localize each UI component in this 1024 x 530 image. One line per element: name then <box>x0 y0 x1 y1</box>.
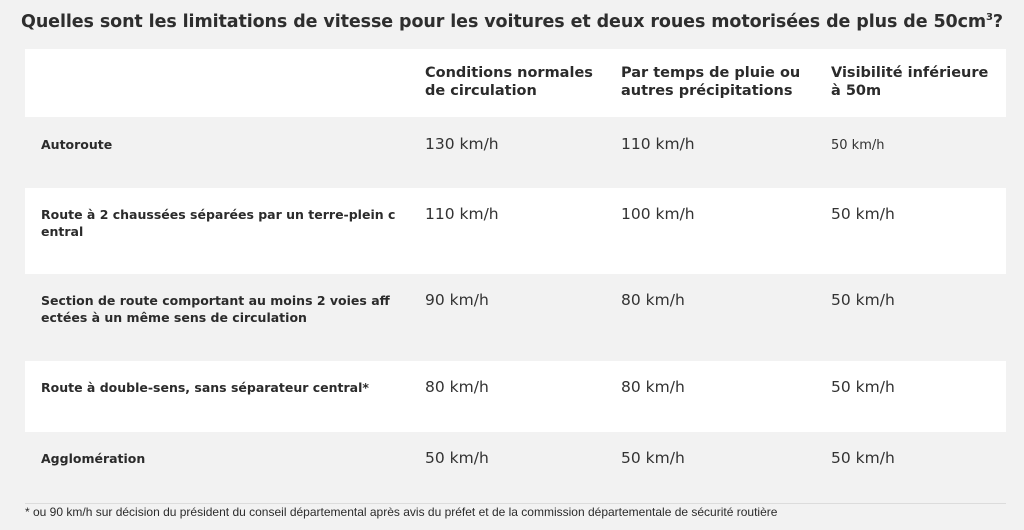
table-row <box>25 361 1006 432</box>
row-value-normal: 130 km/h <box>425 135 499 153</box>
row-value-rain: 80 km/h <box>621 378 685 396</box>
header-normal-conditions: Conditions normales de circulation <box>425 65 593 99</box>
row-label: Section de route comportant au moins 2 voies aff ectées à un même sens de circulation <box>41 293 390 325</box>
row-value-rain: 110 km/h <box>621 135 695 153</box>
row-value-normal: 80 km/h <box>425 378 489 396</box>
title-superscript: 3 <box>986 12 993 24</box>
row-label: Autoroute <box>41 137 113 152</box>
row-value-normal: 50 km/h <box>425 449 489 467</box>
row-value-normal: 110 km/h <box>425 205 499 223</box>
row-value-rain: 50 km/h <box>621 449 685 467</box>
header-low-visibility: Visibilité inférieure à 50m <box>831 65 989 99</box>
row-value-rain: 80 km/h <box>621 291 685 309</box>
row-value-rain: 100 km/h <box>621 205 695 223</box>
row-value-normal: 90 km/h <box>425 291 489 309</box>
row-label: Agglomération <box>41 451 146 466</box>
table-row <box>25 274 1006 361</box>
row-value-visibility: 50 km/h <box>831 138 885 153</box>
footnote: * ou 90 km/h sur décision du président du conseil départemental après avis du préfet et de la commission départementale de sécurité routière <box>25 503 1006 519</box>
table-row <box>25 432 1006 501</box>
table-row <box>25 117 1006 188</box>
speed-limits-table <box>25 49 1006 501</box>
row-value-visibility: 50 km/h <box>831 378 895 396</box>
page-title <box>0 12 1024 32</box>
row-value-visibility: 50 km/h <box>831 449 895 467</box>
title-question-mark: ? <box>992 12 1003 32</box>
row-label: Route à double-sens, sans séparateur central* <box>41 380 369 395</box>
row-value-visibility: 50 km/h <box>831 205 895 223</box>
title-text: Quelles sont les limitations de vitesse pour les voitures et deux roues motorisées de plus de 50cm <box>21 12 987 32</box>
row-label: Route à 2 chaussées séparées par un terre-plein c entral <box>41 207 396 239</box>
row-value-visibility: 50 km/h <box>831 291 895 309</box>
table-header-row <box>25 49 1006 117</box>
table-row <box>25 188 1006 274</box>
header-rain-conditions: Par temps de pluie ou autres précipitations <box>621 65 801 99</box>
